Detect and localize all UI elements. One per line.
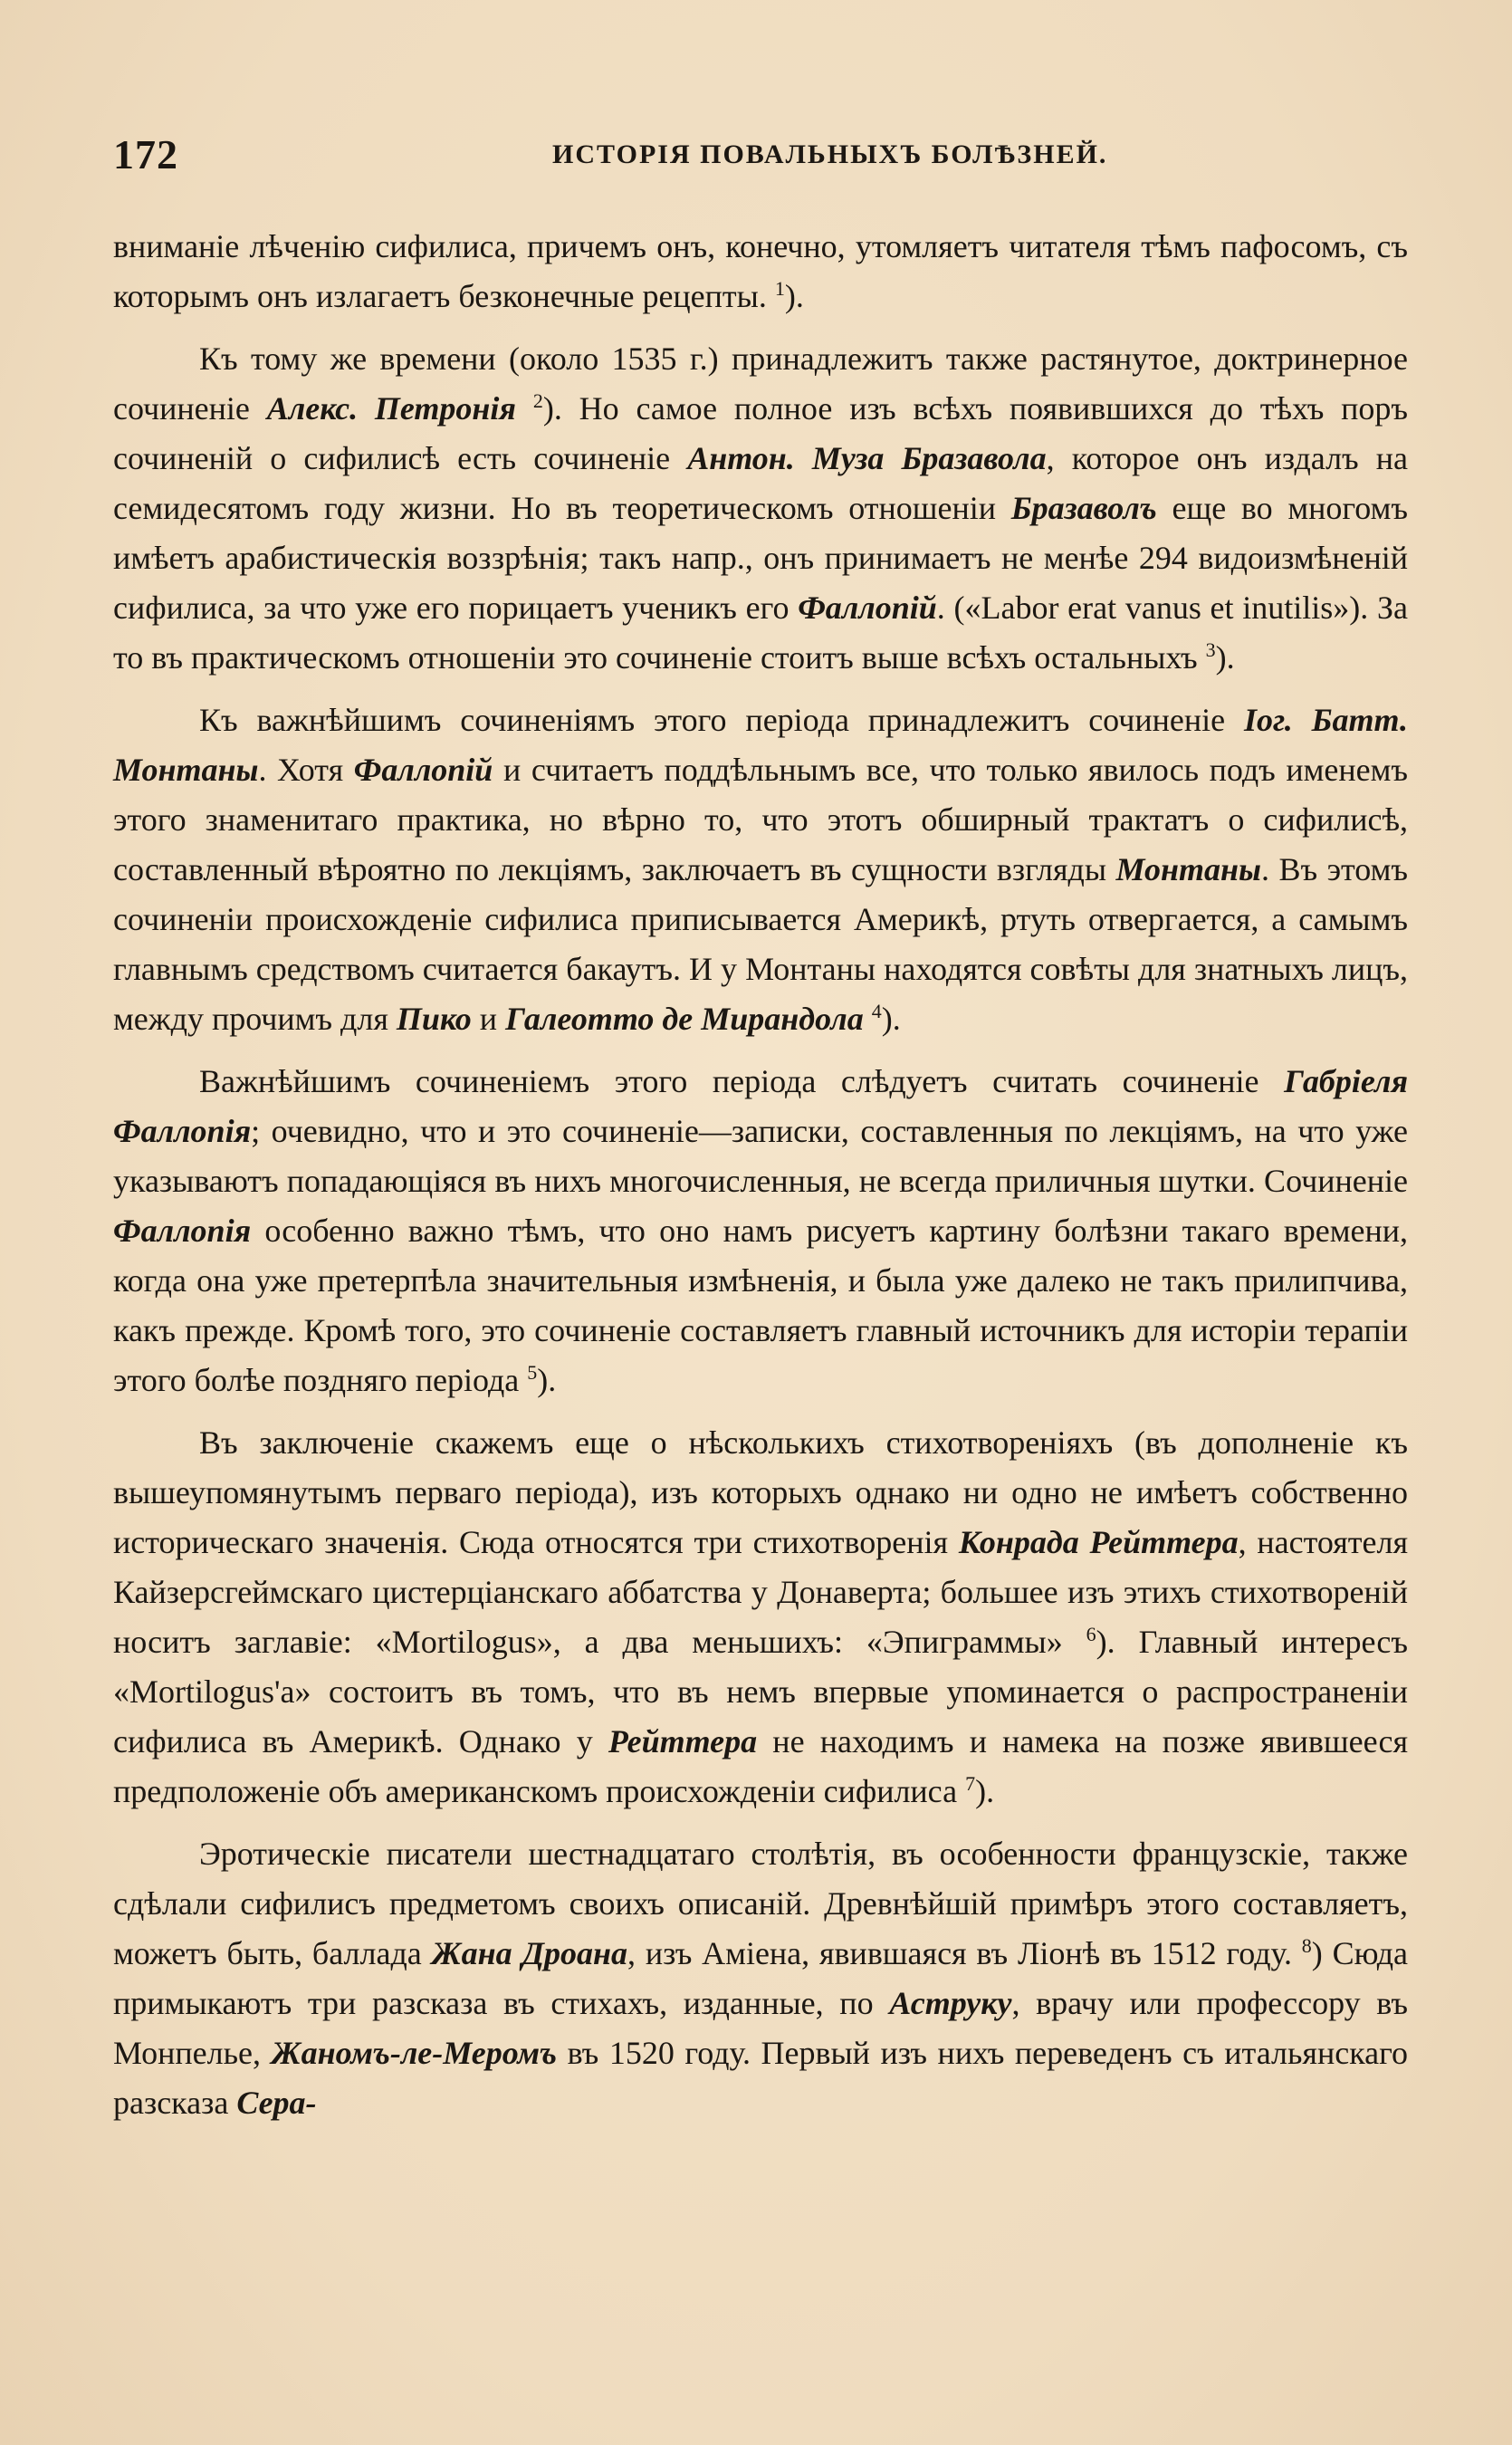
footnote-ref: 2 bbox=[532, 389, 543, 412]
footnote-ref: 7 bbox=[965, 1772, 976, 1795]
text-run: . Хотя bbox=[258, 752, 344, 788]
text-run: . bbox=[795, 278, 804, 314]
text-run: ; очевидно, что и это сочиненіе—записки, составленныя по лекціямъ, на что уже указываютъ попадающіяся въ нихъ многочисленныя, не всегда приличныя шутки. Сочиненіе bbox=[113, 1113, 1408, 1199]
text-run: Важнѣйшимъ сочиненіемъ этого періода слѣдуетъ считать сочиненіе bbox=[199, 1063, 1259, 1099]
text-run: , настоятеля Кайзерсгеймскаго цистерціанскаго аббатства у Донаверта; большее изъ этихъ стихотвореній носитъ заглавіе: «Mortilogus», а два меньшихъ: «Эпиграммы» bbox=[113, 1524, 1409, 1660]
text-run: особенно важно тѣмъ, что оно намъ рисуетъ картину болѣзни такаго времени, когда она уже претерпѣла значительныя измѣненія, и была уже далеко не такъ прилипчива, какъ прежде. Кромѣ того, это сочиненіе составляетъ главный источникъ для исторіи терапіи этого болѣе поздняго періода bbox=[113, 1213, 1408, 1398]
text-run: . Но самое полное изъ всѣхъ появившихся до тѣхъ поръ сочиненій о сифилисѣ есть сочиненіе bbox=[113, 390, 1409, 476]
text-run: . bbox=[892, 1001, 901, 1037]
author-name: Фаллопій bbox=[798, 590, 937, 626]
paragraph: Къ важнѣйшимъ сочиненіямъ этого періода принадлежитъ сочиненіе Іог. Батт. Монтаны. Хотя Фаллопій и считаетъ поддѣльнымъ все, что только явилось подъ именемъ этого знаменитаго практика, но вѣрно то, что этотъ обширный трактатъ о сифилисѣ, составленный вѣроятно по лекціямъ, заключаетъ въ сущности взгляды Монтаны. Въ этомъ сочиненіи происхожденіе сифилиса приписывается Америкѣ, ртуть отвергается, а самымъ главнымъ средствомъ считается бакаутъ. И у Монтаны находятся совѣты для знатныхъ лицъ, между прочимъ для Пико и Галеотто де Мирандола $^4$). bbox=[113, 702, 1409, 1037]
author-name: Сера- bbox=[236, 2085, 317, 2121]
author-name: Бразаволъ bbox=[1010, 490, 1157, 526]
footnote-ref: 6 bbox=[1086, 1623, 1096, 1645]
author-name: Фаллопій bbox=[353, 752, 493, 788]
paragraph: Къ тому же времени (около 1535 г.) принадлежитъ также растянутое, доктринерное сочиненіе Алекс. Петронія $^2$). Но самое полное изъ всѣхъ появившихся до тѣхъ поръ сочиненій о сифилисѣ есть сочиненіе Антон. Муза Бразавола, которое онъ издалъ на семидесятомъ году жизни. Но въ теоретическомъ отношеніи Бразаволъ еще во многомъ имѣетъ арабистическія воззрѣнія; такъ напр., онъ принимаетъ не менѣе 294 видоизмѣненій сифилиса, за что уже его порицаетъ ученикъ его Фаллопій. («Labor erat vanus et inutilis»). За то въ практическомъ отношеніи это сочиненіе стоитъ выше всѣхъ остальныхъ $^3$). bbox=[113, 340, 1409, 676]
text-run: . («Labor erat vanus et inutilis»). За то въ практическомъ отношеніи это сочиненіе стоитъ выше всѣхъ остальныхъ bbox=[113, 590, 1408, 676]
paragraph-continuation: вниманіе лѣченію сифилиса, причемъ онъ, конечно, утомляетъ читателя тѣмъ пафосомъ, съ которымъ онъ излагаетъ безконечные рецепты. $^1$). bbox=[113, 228, 1408, 314]
footnote-ref: 1 bbox=[774, 277, 785, 300]
author-name: Іог. Батт. Монтаны bbox=[113, 702, 1408, 788]
paragraph: Важнѣйшимъ сочиненіемъ этого періода слѣдуетъ считать сочиненіе Габріеля Фаллопія; очевидно, что и это сочиненіе—записки, составленныя по лекціямъ, на что уже указываютъ попадающіяся въ нихъ многочисленныя, не всегда приличныя шутки. Сочиненіе Фаллопія особенно важно тѣмъ, что оно намъ рисуетъ картину болѣзни такаго времени, когда она уже претерпѣла значительныя измѣненія, и была уже далеко не такъ прилипчива, какъ прежде. Кромѣ того, это сочиненіе составляетъ главный источникъ для исторіи терапіи этого болѣе поздняго періода $^5$). bbox=[113, 1063, 1408, 1398]
paragraph: Въ заключеніе скажемъ еще о нѣсколькихъ стихотвореніяхъ (въ дополненіе къ вышеупомянутымъ перваго періода), изъ которыхъ однако ни одно не имѣетъ собственно историческаго значенія. Сюда относятся три стихотворенія Конрада Рейттера, настоятеля Кайзерсгеймскаго цистерціанскаго аббатства у Донаверта; большее изъ этихъ стихотвореній носитъ заглавіе: «Mortilogus», а два меньшихъ: «Эпиграммы» $^6$). Главный интересъ «Mortilogus'а» состоитъ въ томъ, что въ немъ впервые упоминается о распространеніи сифилиса въ Америкѣ. Однако у Рейттера не находимъ и намека на позже явившееся предположеніе объ американскомъ происхожденіи сифилиса $^7$). bbox=[113, 1424, 1409, 1809]
running-head: ИСТОРІЯ ПОВАЛЬНЫХЪ БОЛѢЗНЕЙ. bbox=[552, 139, 1108, 169]
text-run: . Главный интересъ «Mortilogus'а» состоитъ въ томъ, что въ немъ впервые упоминается о распространеніи сифилиса въ Америкѣ. Однако у bbox=[113, 1624, 1409, 1759]
body-text bbox=[113, 222, 1408, 2141]
text-run: , которое онъ издалъ на семидесятомъ году жизни. Но въ теоретическомъ отношеніи bbox=[113, 440, 1409, 526]
text-run: не находимъ и намека на позже явившееся предположеніе объ американскомъ происхожденіи сифилиса bbox=[113, 1723, 1409, 1809]
footnote-ref: 8 bbox=[1301, 1934, 1312, 1957]
page-header bbox=[0, 130, 1512, 185]
text-run: . Въ этомъ сочиненіи происхожденіе сифилиса приписывается Америкѣ, ртуть отвергается, а самымъ главнымъ средствомъ считается бакаутъ. И у Монтаны находятся совѣты для знатныхъ лицъ, между прочимъ для bbox=[113, 851, 1408, 1037]
author-name: Галеотто де Мирандола bbox=[505, 1001, 864, 1037]
text-run: вниманіе лѣченію сифилиса, причемъ онъ, конечно, утомляетъ читателя тѣмъ пафосомъ, съ которымъ онъ излагаетъ безконечные рецепты. bbox=[113, 228, 1408, 314]
page-number: 172 bbox=[113, 131, 178, 177]
author-name: Антон. Муза Бразавола bbox=[687, 440, 1047, 476]
footnote-ref: 4 bbox=[871, 1000, 882, 1022]
text-run: , врачу или профессору въ Монпелье, bbox=[113, 1985, 1408, 2071]
text-run: Къ тому же времени (около 1535 г.) принадлежитъ также растянутое, доктринерное сочиненіе bbox=[113, 340, 1408, 427]
text-run: Къ важнѣйшимъ сочиненіямъ этого періода принадлежитъ сочиненіе bbox=[199, 702, 1226, 738]
paragraph: Эротическіе писатели шестнадцатаго столѣтія, въ особенности французскіе, также сдѣлали сифилисъ предметомъ своихъ описаній. Древнѣйшій примѣръ этого составляетъ, можетъ быть, баллада Жана Дроана, изъ Аміена, явившаяся въ Ліонѣ въ 1512 году. $^8$) Сюда примыкаютъ три разсказа въ стихахъ, изданные, по Аструку, врачу или профессору въ Монпелье, Жаномъ-ле-Меромъ въ 1520 году. Первый изъ нихъ переведенъ съ итальянскаго разсказа Сера- bbox=[113, 1836, 1408, 2121]
text-run: Эротическіе писатели шестнадцатаго столѣтія, въ особенности французскіе, также сдѣлали сифилисъ предметомъ своихъ описаній. Древнѣйшій примѣръ этого составляетъ, можетъ быть, баллада bbox=[113, 1836, 1408, 1971]
author-name: Жана Дроана bbox=[431, 1935, 628, 1971]
author-name: Монтаны bbox=[1115, 851, 1261, 887]
author-name: Фаллопія bbox=[113, 1213, 252, 1249]
text-run: въ 1520 году. Первый изъ нихъ переведенъ съ итальянскаго разсказа bbox=[113, 2035, 1408, 2121]
footnote-ref: 3 bbox=[1205, 638, 1216, 661]
footnote-ref: 5 bbox=[527, 1361, 538, 1384]
author-name: Рейттера bbox=[608, 1723, 758, 1759]
author-name: Конрада Рейттера bbox=[958, 1524, 1239, 1560]
text-run: . bbox=[986, 1773, 995, 1809]
text-run: и bbox=[479, 1001, 498, 1037]
text-run: . bbox=[548, 1362, 557, 1398]
text-run: Сюда примыкаютъ три разсказа въ стихахъ, изданные, по bbox=[113, 1935, 1408, 2021]
author-name: Пико bbox=[396, 1001, 472, 1037]
text-run: и считаетъ поддѣльнымъ все, что только явилось подъ именемъ этого знаменитаго практика, но вѣрно то, что этотъ обширный трактатъ о сифилисѣ, составленный вѣроятно по лекціямъ, заключаетъ въ сущности взгляды bbox=[113, 752, 1409, 887]
author-name: Жаномъ-ле-Меромъ bbox=[271, 2035, 558, 2071]
author-name: Габріеля Фаллопія bbox=[113, 1063, 1408, 1149]
text-run: еще во многомъ имѣетъ арабистическія воззрѣнія; такъ напр., онъ принимаетъ не менѣе 294 видоизмѣненій сифилиса, за что уже его порицаетъ ученикъ его bbox=[113, 490, 1408, 626]
text-run: Въ заключеніе скажемъ еще о нѣсколькихъ стихотвореніяхъ (въ дополненіе къ вышеупомянутымъ перваго періода), изъ которыхъ однако ни одно не имѣетъ собственно историческаго значенія. Сюда относятся три стихотворенія bbox=[113, 1424, 1408, 1560]
text-run: . bbox=[1226, 639, 1235, 676]
text-run: , изъ Аміена, явившаяся въ Ліонѣ въ 1512 году. bbox=[627, 1935, 1292, 1971]
author-name: Алекс. Петронія bbox=[266, 390, 516, 427]
author-name: Аструку bbox=[889, 1985, 1012, 2021]
